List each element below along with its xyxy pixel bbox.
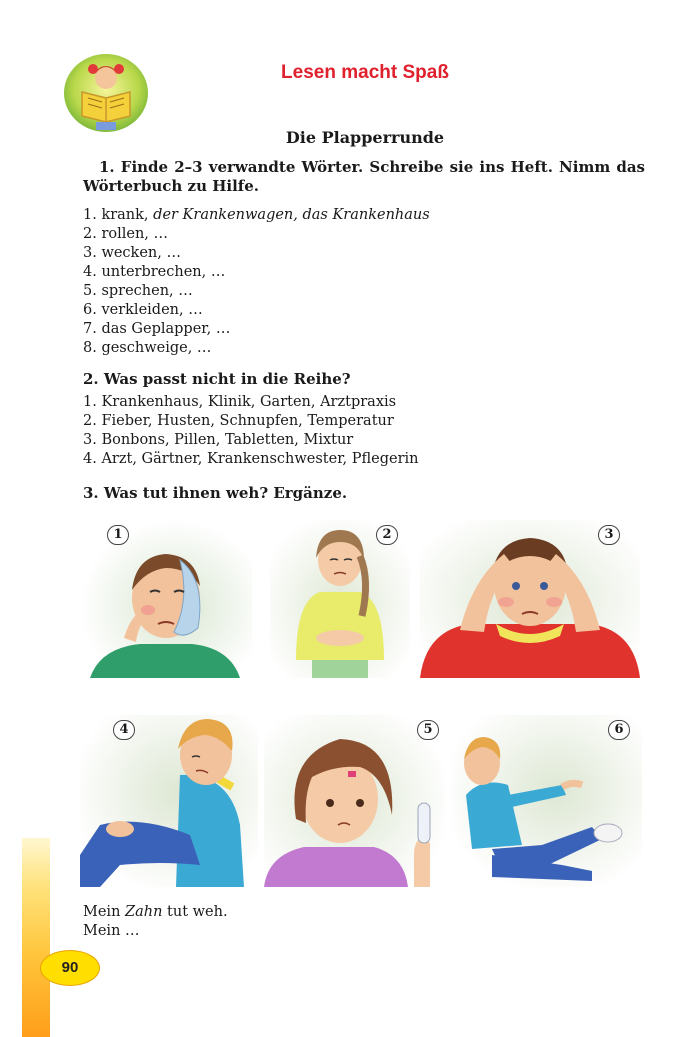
page-title: Lesen macht Spaß — [281, 62, 449, 83]
list-item: 6. verkleiden, … — [83, 302, 203, 318]
image-label-3: 3 — [598, 525, 620, 545]
answer-example: Mein Zahn tut weh. — [83, 904, 228, 920]
task-2-instruction: 2. Was passt nicht in die Reihe? — [83, 370, 351, 388]
decorative-side-strip — [22, 838, 50, 1037]
list-item: 1. krank, der Krankenwagen, das Krankenhaus — [83, 207, 430, 223]
image-label-5: 5 — [417, 720, 439, 740]
list-item: 4. unterbrechen, … — [83, 264, 226, 280]
task-2-list — [83, 393, 419, 469]
list-item: 1. Krankenhaus, Klinik, Garten, Arztpraxis — [83, 394, 397, 410]
illustration-foot-pain-boy — [452, 715, 642, 887]
task-1-list — [83, 206, 430, 358]
list-item: 4. Arzt, Gärtner, Krankenschwester, Pflegerin — [83, 451, 419, 467]
example-words: der Krankenwagen, das Krankenhaus — [153, 207, 430, 223]
list-item: 7. das Geplapper, … — [83, 321, 231, 337]
list-item: 2. rollen, … — [83, 226, 169, 242]
image-label-4: 4 — [113, 720, 135, 740]
image-label-2: 2 — [376, 525, 398, 545]
illustration-finger-pain-girl — [264, 715, 444, 887]
task-1-instruction: 1. Finde 2–3 verwandte Wörter. Schreibe sie ins Heft. Nimm das Wörterbuch zu Hilfe. — [83, 158, 645, 195]
image-label-1: 1 — [107, 525, 129, 545]
page-number-badge: 90 — [40, 950, 100, 986]
list-item: 3. wecken, … — [83, 245, 181, 261]
illustration-knee-pain-boy — [80, 715, 258, 887]
list-item: 2. Fieber, Husten, Schnupfen, Temperatur — [83, 413, 394, 429]
list-item: 8. geschweige, … — [83, 340, 212, 356]
answer-line-2: Mein … — [83, 923, 140, 939]
task-3-instruction: 3. Was tut ihnen weh? Ergänze. — [83, 484, 348, 502]
image-label-6: 6 — [608, 720, 630, 740]
list-item: 5. sprechen, … — [83, 283, 193, 299]
illustration-toothache-boy — [80, 520, 252, 678]
list-item: 3. Bonbons, Pillen, Tabletten, Mixtur — [83, 432, 354, 448]
illustration-headache-boy — [420, 520, 640, 678]
illustration-stomachache-girl — [270, 520, 410, 678]
task-3-answer — [83, 903, 228, 941]
text-subtitle: Die Plapperrunde — [285, 128, 445, 147]
